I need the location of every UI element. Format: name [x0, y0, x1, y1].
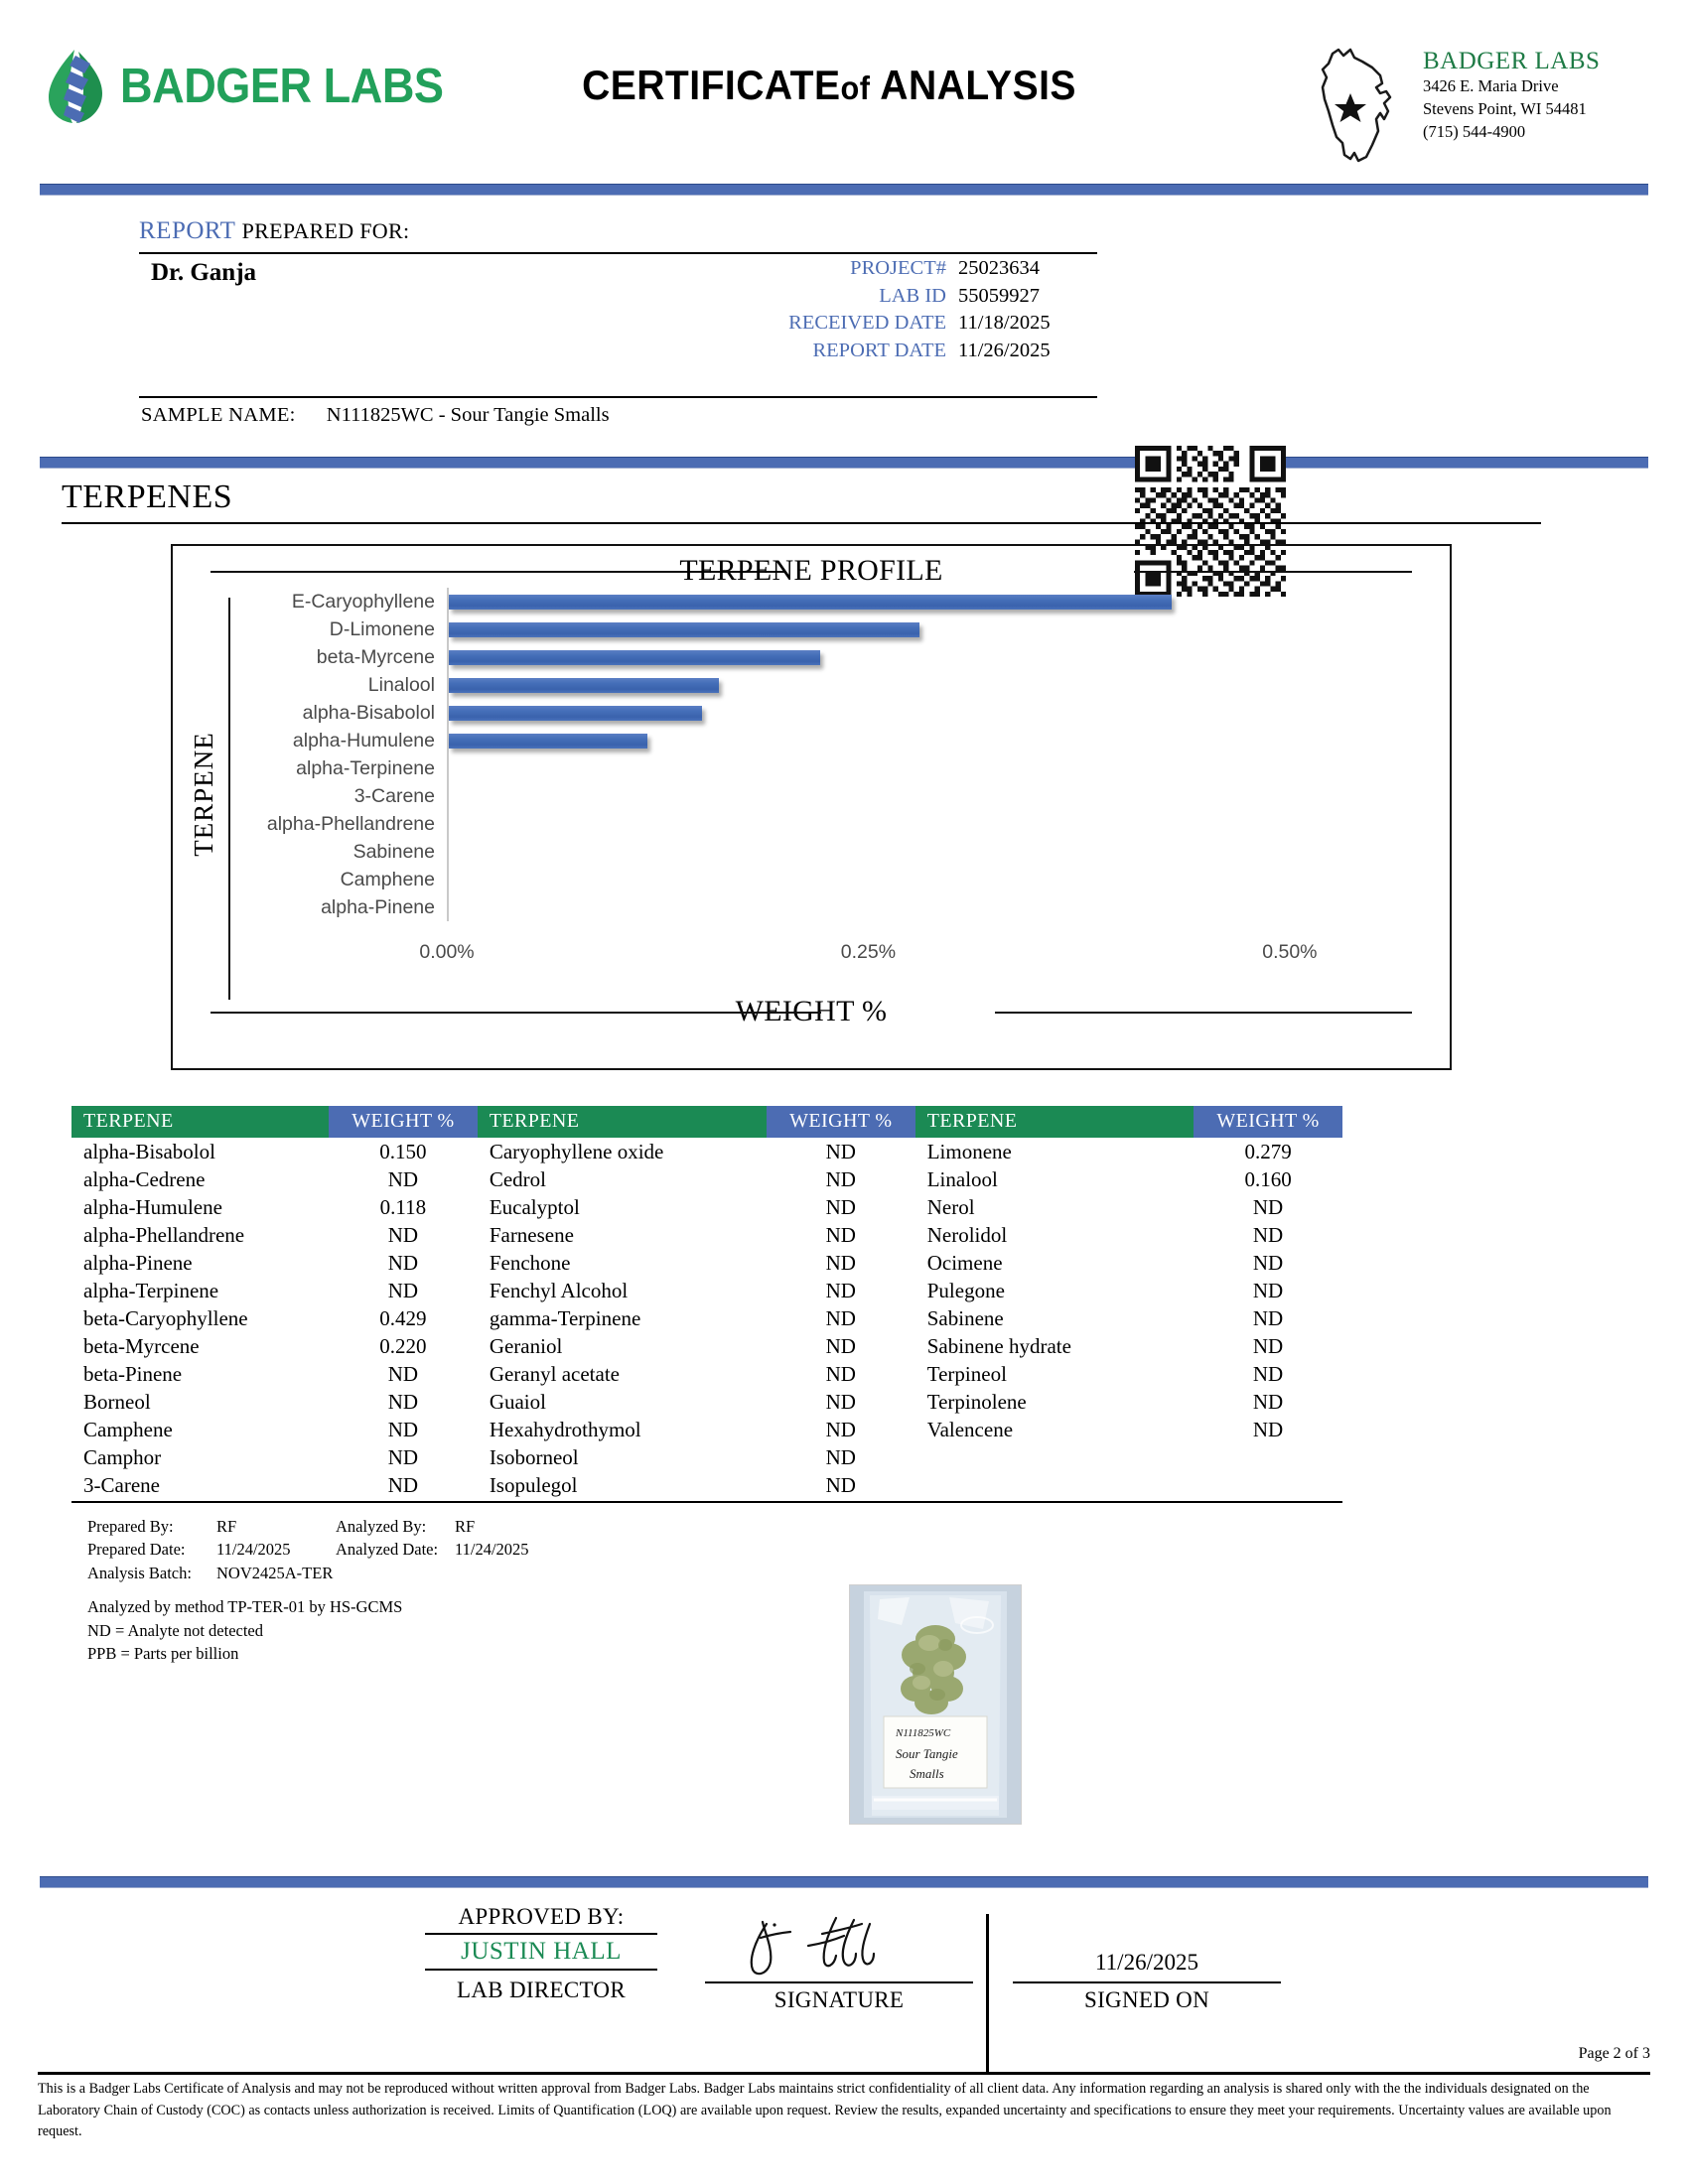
prepared-date-value: 11/24/2025: [216, 1540, 291, 1560]
logo-wordmark: BADGER LABS: [120, 60, 444, 113]
col3-weight-header: WEIGHT %: [1194, 1106, 1342, 1138]
company-name: BADGER LABS: [1423, 48, 1601, 74]
page-number: Page 2 of 3: [1578, 2045, 1650, 2062]
table-row: [71, 1138, 1342, 1165]
chart-bar: [449, 622, 919, 637]
terpene-name-cell: Linalool: [926, 1166, 998, 1191]
section-rule: [62, 522, 1541, 524]
terpene-name-cell: alpha-Pinene: [83, 1250, 193, 1275]
terpene-weight-cell: [1194, 1471, 1342, 1499]
table-row: [71, 1221, 1342, 1249]
terpene-weight-cell: ND: [825, 1278, 856, 1302]
chart-bar: [449, 650, 820, 665]
chart-bar-row: [292, 727, 1395, 754]
analyzed-by-value: RF: [455, 1517, 476, 1536]
terpene-weight-cell: ND: [1252, 1417, 1284, 1441]
approval-divider-band: [40, 1876, 1648, 1888]
terpene-name-cell: beta-Pinene: [83, 1361, 183, 1386]
terpene-name-cell: Hexahydrothymol: [489, 1417, 641, 1441]
approval-block: [0, 1904, 1688, 2093]
analyzed-by-label: Analyzed By:: [336, 1517, 427, 1536]
signed-on-label: SIGNED ON: [1084, 1987, 1209, 2012]
col3-terpene-header: TERPENE: [915, 1106, 1194, 1138]
table-row: [71, 1165, 1342, 1193]
terpene-profile-chart: [171, 544, 1452, 1070]
terpene-name-cell: alpha-Cedrene: [83, 1166, 206, 1191]
y-axis-bracket: [228, 598, 230, 1000]
approver-role: LAB DIRECTOR: [457, 1978, 626, 2002]
report-word: REPORT: [139, 217, 236, 244]
svg-text:Sour Tangie: Sour Tangie: [896, 1746, 958, 1761]
nd-note: ND = Analyte not detected: [87, 1620, 264, 1640]
chart-bar-row: [302, 699, 1395, 727]
terpene-weight-cell: ND: [825, 1417, 856, 1441]
terpene-name-cell: alpha-Terpinene: [83, 1278, 219, 1302]
approved-by-column: [407, 1904, 675, 2003]
signature-column: [705, 1904, 973, 2013]
chart-y-axis-title: TERPENE: [189, 732, 218, 857]
chart-bar-label: alpha-Bisabolol: [302, 702, 435, 724]
address-line-2: Stevens Point, WI 54481: [1423, 98, 1587, 118]
terpene-name-cell: Borneol: [83, 1389, 151, 1414]
terpene-weight-cell: ND: [387, 1250, 419, 1275]
report-prepared-for-heading: [139, 217, 409, 245]
terpene-name-cell: alpha-Phellandrene: [83, 1222, 245, 1247]
terpene-weight-cell: ND: [825, 1250, 856, 1275]
terpene-name-cell: [915, 1443, 1194, 1471]
table-header-row: [71, 1106, 1342, 1138]
chart-bar: [449, 595, 1172, 610]
header-divider-band: [40, 184, 1648, 196]
analysis-batch-value: NOV2425A-TER: [216, 1563, 334, 1582]
chart-bar-label: D-Limonene: [329, 618, 435, 640]
terpene-weight-cell: ND: [1252, 1222, 1284, 1247]
report-bottom-rule: [139, 396, 1097, 398]
method-note: Analyzed by method TP-TER-01 by HS-GCMS: [87, 1597, 403, 1617]
table-row: [71, 1304, 1342, 1332]
wisconsin-map-icon: [1311, 42, 1415, 163]
terpene-weight-cell: ND: [387, 1361, 419, 1386]
report-top-rule: [139, 252, 1097, 254]
chart-bar-label: alpha-Pinene: [321, 896, 435, 918]
chart-bar-row: [329, 615, 1395, 643]
signed-on-date-area: [1013, 1904, 1281, 1981]
terpene-name-cell: Nerol: [926, 1194, 975, 1219]
chart-bar-label: Sabinene: [352, 841, 435, 863]
chart-bar-row: [352, 838, 1395, 866]
note-row-batch: [87, 1562, 1688, 1584]
chart-bar-row: [367, 671, 1395, 699]
terpene-name-cell: Camphor: [83, 1444, 162, 1469]
sample-name-row: [141, 404, 610, 427]
approved-by-rule-top: [425, 1933, 657, 1935]
address-text: [1423, 42, 1600, 143]
chart-bar-label: Linalool: [367, 674, 435, 696]
svg-text:N111825WC: N111825WC: [896, 1727, 951, 1739]
terpene-weight-cell: ND: [387, 1166, 419, 1191]
terpene-weight-cell: ND: [825, 1333, 856, 1358]
chart-bar-row: [296, 754, 1395, 782]
terpene-weight-cell: ND: [825, 1389, 856, 1414]
meta-row-labid: [635, 285, 1097, 308]
col1-terpene-header: TERPENE: [71, 1106, 329, 1138]
terpene-weight-cell: ND: [825, 1472, 856, 1497]
title-analysis: ANALYSIS: [880, 62, 1076, 108]
chart-x-tick-label: 0.25%: [840, 941, 897, 963]
chart-bar-row: [291, 588, 1395, 615]
chart-bar-row: [353, 782, 1395, 810]
terpene-weight-cell: ND: [1252, 1333, 1284, 1358]
chart-bar-row: [266, 810, 1395, 838]
chart-bar-label: 3-Carene: [353, 785, 435, 807]
meta-row-received: [635, 312, 1097, 335]
analyzed-date-label: Analyzed Date:: [336, 1540, 439, 1560]
col1-weight-header: WEIGHT %: [329, 1106, 478, 1138]
chart-bar-label: alpha-Humulene: [292, 730, 435, 751]
prepared-by-label: Prepared By:: [87, 1517, 174, 1536]
report-date-value: 11/26/2025: [958, 339, 1051, 361]
terpene-name-cell: 3-Carene: [83, 1472, 160, 1497]
terpene-name-cell: Geraniol: [489, 1333, 563, 1358]
company-address-block: [1311, 42, 1600, 163]
terpene-weight-cell: ND: [387, 1389, 419, 1414]
terpene-weight-cell: ND: [1252, 1194, 1284, 1219]
chart-x-axis-title: WEIGHT %: [735, 995, 888, 1027]
table-row: [71, 1471, 1342, 1499]
section-header: [0, 478, 1688, 530]
footer-disclaimer: This is a Badger Labs Certificate of Analysis and may not be reproduced without written approval from Badger Labs. Badger Labs maintains strict confidentiality of all client data. Any information regarding an analysis is shared only with the the individuals designated on the Laboratory Chain of Custody (COC) as contacts unless authorization is received. Limits of Quantification (LOQ) are available upon request. Review the results, expanded uncertainty and specifications to ensure they meet your requirements. Uncertainty values are available upon request.: [38, 2081, 1612, 2140]
table-row: [71, 1277, 1342, 1304]
approval-vertical-divider: [986, 1914, 989, 2073]
terpene-weight-cell: ND: [825, 1139, 856, 1163]
address-line-1: 3426 E. Maria Drive: [1423, 76, 1559, 95]
project-value: 25023634: [958, 257, 1040, 279]
terpene-name-cell: Valencene: [926, 1417, 1014, 1441]
terpene-name-cell: Isopulegol: [489, 1472, 578, 1497]
client-name: Dr. Ganja: [151, 259, 257, 286]
terpene-weight-cell: ND: [1252, 1361, 1284, 1386]
signature-label: SIGNATURE: [774, 1987, 905, 2012]
title-of: of: [840, 69, 871, 106]
analyzed-date-value: 11/24/2025: [455, 1540, 529, 1560]
table-row: [71, 1416, 1342, 1443]
chart-bar-row: [340, 866, 1395, 893]
terpene-weight-cell: 0.279: [1244, 1139, 1292, 1163]
table-row: [71, 1249, 1342, 1277]
terpene-name-cell: Caryophyllene oxide: [489, 1139, 664, 1163]
chart-plot-area: [266, 588, 1395, 921]
note-row-prepared-date: [87, 1538, 1688, 1561]
sample-name-label: SAMPLE NAME:: [141, 404, 296, 426]
section-title: TERPENES: [62, 478, 233, 515]
terpene-weight-cell: ND: [1252, 1278, 1284, 1302]
terpene-name-cell: Geranyl acetate: [489, 1361, 620, 1386]
table-row: [71, 1193, 1342, 1221]
table-row: [71, 1360, 1342, 1388]
page-title: [524, 62, 1134, 109]
report-date-label: REPORT DATE: [812, 339, 946, 361]
terpene-weight-cell: ND: [1252, 1250, 1284, 1275]
chart-title: TERPENE PROFILE: [679, 554, 943, 587]
chart-x-title-rule-right: [995, 1012, 1412, 1014]
terpene-name-cell: Limonene: [926, 1139, 1012, 1163]
terpene-weight-cell: ND: [1252, 1389, 1284, 1414]
terpene-name-cell: Sabinene: [926, 1305, 1004, 1330]
signature-image: [705, 1904, 973, 1981]
chart-x-title-rule-left: [211, 1012, 821, 1014]
chart-bar-row: [321, 893, 1395, 921]
signed-on-column: [1013, 1904, 1281, 2013]
col2-weight-header: WEIGHT %: [767, 1106, 915, 1138]
svg-text:Smalls: Smalls: [910, 1766, 944, 1781]
chart-bar-label: alpha-Terpinene: [296, 757, 435, 779]
col2-terpene-header: TERPENE: [478, 1106, 767, 1138]
section-divider-band: [40, 457, 1648, 469]
terpene-name-cell: [915, 1471, 1194, 1499]
terpene-name-cell: Fenchone: [489, 1250, 571, 1275]
terpene-weight-cell: ND: [387, 1278, 419, 1302]
table-row: [71, 1443, 1342, 1471]
terpene-name-cell: Camphene: [83, 1417, 173, 1441]
report-info-block: [0, 209, 1688, 426]
terpene-weight-cell: ND: [1252, 1305, 1284, 1330]
chart-x-tick-label: 0.50%: [1262, 941, 1318, 963]
chart-bar-label: Camphene: [340, 869, 435, 890]
title-certificate: CERTIFICATE: [582, 62, 841, 108]
terpene-weight-cell: ND: [825, 1166, 856, 1191]
signed-on-date: 11/26/2025: [1095, 1950, 1198, 1975]
approved-by-rule-bottom: [425, 1969, 657, 1971]
received-date-label: RECEIVED DATE: [788, 312, 946, 334]
prepared-date-label: Prepared Date:: [87, 1540, 186, 1560]
sample-name-value: N111825WC - Sour Tangie Smalls: [326, 404, 610, 426]
ppb-note: PPB = Parts per billion: [87, 1644, 239, 1664]
leaf-logo-icon: [45, 48, 106, 125]
table-body: [71, 1138, 1342, 1499]
terpene-name-cell: beta-Caryophyllene: [83, 1305, 248, 1330]
prepared-by-value: RF: [216, 1517, 237, 1536]
received-date-value: 11/18/2025: [958, 312, 1051, 334]
terpene-weight-cell: ND: [825, 1444, 856, 1469]
terpene-weight-cell: ND: [825, 1194, 856, 1219]
note-row-prepared-by: [87, 1515, 1688, 1538]
project-label: PROJECT#: [850, 257, 946, 279]
terpene-name-cell: Isoborneol: [489, 1444, 579, 1469]
lab-id-label: LAB ID: [879, 284, 946, 307]
terpene-name-cell: Terpineol: [926, 1361, 1007, 1386]
terpene-name-cell: Fenchyl Alcohol: [489, 1278, 629, 1302]
terpene-weight-cell: ND: [825, 1305, 856, 1330]
chart-bar-row: [316, 643, 1395, 671]
terpene-results-table: [71, 1106, 1342, 1499]
approver-name: JUSTIN HALL: [461, 1938, 622, 1965]
terpene-weight-cell: [1194, 1443, 1342, 1471]
chart-bar-label: alpha-Phellandrene: [266, 813, 435, 835]
lab-id-value: 55059927: [958, 284, 1040, 307]
terpene-name-cell: Cedrol: [489, 1166, 546, 1191]
approved-by-label: APPROVED BY:: [458, 1904, 625, 1929]
terpene-weight-cell: ND: [387, 1444, 419, 1469]
badger-labs-logo: [45, 48, 472, 125]
terpene-weight-cell: ND: [387, 1222, 419, 1247]
terpene-name-cell: Sabinene hydrate: [926, 1333, 1071, 1358]
meta-row-reportdate: [635, 340, 1097, 362]
chart-bar: [449, 706, 702, 721]
table-row: [71, 1332, 1342, 1360]
chart-x-axis-ticks: [419, 941, 1395, 971]
chart-bar: [449, 734, 647, 749]
sample-photo: [849, 1584, 1022, 1825]
terpene-name-cell: Ocimene: [926, 1250, 1003, 1275]
phone-number: (715) 544-4900: [1423, 121, 1526, 141]
document-header: [0, 0, 1688, 184]
analysis-batch-label: Analysis Batch:: [87, 1563, 192, 1582]
chart-bar-label: E-Caryophyllene: [291, 591, 435, 613]
table-row: [71, 1388, 1342, 1416]
terpene-name-cell: Pulegone: [926, 1278, 1005, 1302]
terpene-name-cell: Nerolidol: [926, 1222, 1008, 1247]
terpene-weight-cell: 0.118: [379, 1194, 427, 1219]
chart-bar: [449, 678, 719, 693]
prepared-for-label: PREPARED FOR:: [241, 218, 410, 243]
terpene-weight-cell: 0.429: [379, 1305, 427, 1330]
terpene-weight-cell: ND: [387, 1417, 419, 1441]
chart-bar-label: beta-Myrcene: [316, 646, 435, 668]
meta-row-project: [635, 257, 1097, 280]
terpene-name-cell: alpha-Humulene: [83, 1194, 222, 1219]
terpene-name-cell: Terpinolene: [926, 1389, 1027, 1414]
terpene-weight-cell: ND: [387, 1472, 419, 1497]
terpene-weight-cell: 0.150: [379, 1139, 427, 1163]
terpene-name-cell: Farnesene: [489, 1222, 574, 1247]
terpene-weight-cell: 0.220: [379, 1333, 427, 1358]
terpene-weight-cell: ND: [825, 1222, 856, 1247]
terpene-name-cell: gamma-Terpinene: [489, 1305, 641, 1330]
chart-x-tick-label: 0.00%: [419, 941, 475, 963]
table-bottom-rule: [71, 1501, 1342, 1503]
terpene-name-cell: Eucalyptol: [489, 1194, 580, 1219]
terpene-weight-cell: ND: [825, 1361, 856, 1386]
report-meta-list: [635, 257, 1097, 366]
terpene-name-cell: beta-Myrcene: [83, 1333, 200, 1358]
footer-rule: [38, 2072, 1650, 2075]
terpene-weight-cell: 0.160: [1244, 1166, 1292, 1191]
terpene-name-cell: alpha-Bisabolol: [83, 1139, 215, 1163]
terpene-name-cell: Guaiol: [489, 1389, 546, 1414]
